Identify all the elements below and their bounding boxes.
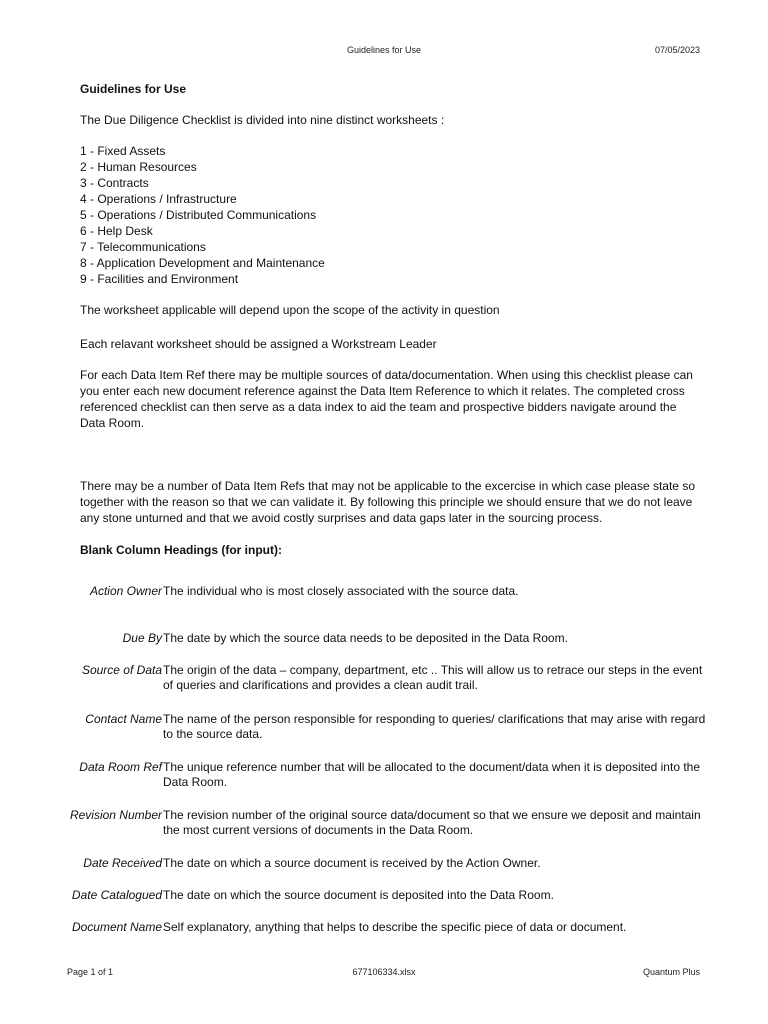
footer-brand: Quantum Plus (642, 967, 700, 977)
definition-term: Data Room Ref (79, 760, 162, 774)
list-item: 6 - Help Desk (80, 224, 153, 238)
header-title: Guidelines for Use (346, 45, 422, 55)
header-date: 07/05/2023 (654, 45, 700, 55)
list-item: 4 - Operations / Infrastructure (80, 192, 237, 206)
definition-text: The date on which the source document is deposited into the Data Room. (163, 888, 554, 902)
list-item: 3 - Contracts (80, 176, 149, 190)
definition-term: Contact Name (85, 712, 162, 726)
definition-text: The individual who is most closely associated with the source data. (163, 584, 519, 598)
definition-term: Source of Data (81, 663, 162, 677)
worksheet-list (80, 143, 705, 287)
page-title: Guidelines for Use (80, 82, 187, 96)
page-number: Page 1 of 1 (67, 967, 114, 977)
definition-term: Date Catalogued (71, 888, 162, 902)
applicable-paragraph: There may be a number of Data Item Refs that may not be applicable to the excercise in which case please state so together with the reason so that we can validate it. By following this principle we should ensure that we do not leave any stone unturned and that we avoid costly surprises and data gaps later in the sourcing process. (80, 479, 695, 525)
list-item: 7 - Telecommunications (80, 240, 206, 254)
definition-term: Action Owner (89, 584, 162, 598)
definition-term: Revision Number (69, 808, 162, 822)
definition-text: The revision number of the original source data/document so that we ensure we deposit and maintain the most current versions of documents in the Data Room. (163, 808, 701, 837)
blank-columns-heading: Blank Column Headings (for input): (80, 543, 282, 557)
list-item: 2 - Human Resources (80, 160, 197, 174)
list-item: 9 - Facilities and Environment (80, 272, 239, 286)
sources-paragraph: For each Data Item Ref there may be multiple sources of data/documentation. When using this checklist please can you enter each new document reference against the Data Item Reference to which it relates. The completed cross referenced checklist can then serve as a data index to aid the team and prospective bidders navigate around the Data Room. (80, 368, 693, 430)
definition-text: The date by which the source data needs to be deposited in the Data Room. (163, 631, 568, 645)
scope-paragraph: The worksheet applicable will depend upon the scope of the activity in question (80, 303, 500, 317)
definition-term: Date Received (83, 856, 162, 870)
definition-term: Document Name (71, 920, 162, 934)
document-body (80, 81, 705, 558)
intro-text: The Due Diligence Checklist is divided into nine distinct worksheets : (80, 113, 445, 127)
page-header (0, 43, 768, 57)
definition-text: The origin of the data – company, department, etc .. This will allow us to retrace our steps in the event of queries and clarifications and provides a clean audit trail. (163, 663, 703, 692)
list-item: 5 - Operations / Distributed Communications (80, 208, 317, 222)
file-name: 677106334.xlsx (352, 967, 416, 977)
list-item: 1 - Fixed Assets (80, 144, 166, 158)
definition-text: The name of the person responsible for responding to queries/ clarifications that may arise with regard to the source data. (163, 712, 706, 741)
list-item: 8 - Application Development and Maintenance (80, 256, 325, 270)
definition-text: The unique reference number that will be allocated to the document/data when it is deposited into the Data Room. (163, 760, 701, 789)
leader-paragraph: Each relavant worksheet should be assigned a Workstream Leader (80, 337, 437, 351)
page-footer (0, 965, 768, 979)
definition-text: The date on which a source document is received by the Action Owner. (163, 856, 541, 870)
definition-term: Due By (122, 631, 162, 645)
definition-text: Self explanatory, anything that helps to describe the specific piece of data or document. (163, 920, 627, 934)
